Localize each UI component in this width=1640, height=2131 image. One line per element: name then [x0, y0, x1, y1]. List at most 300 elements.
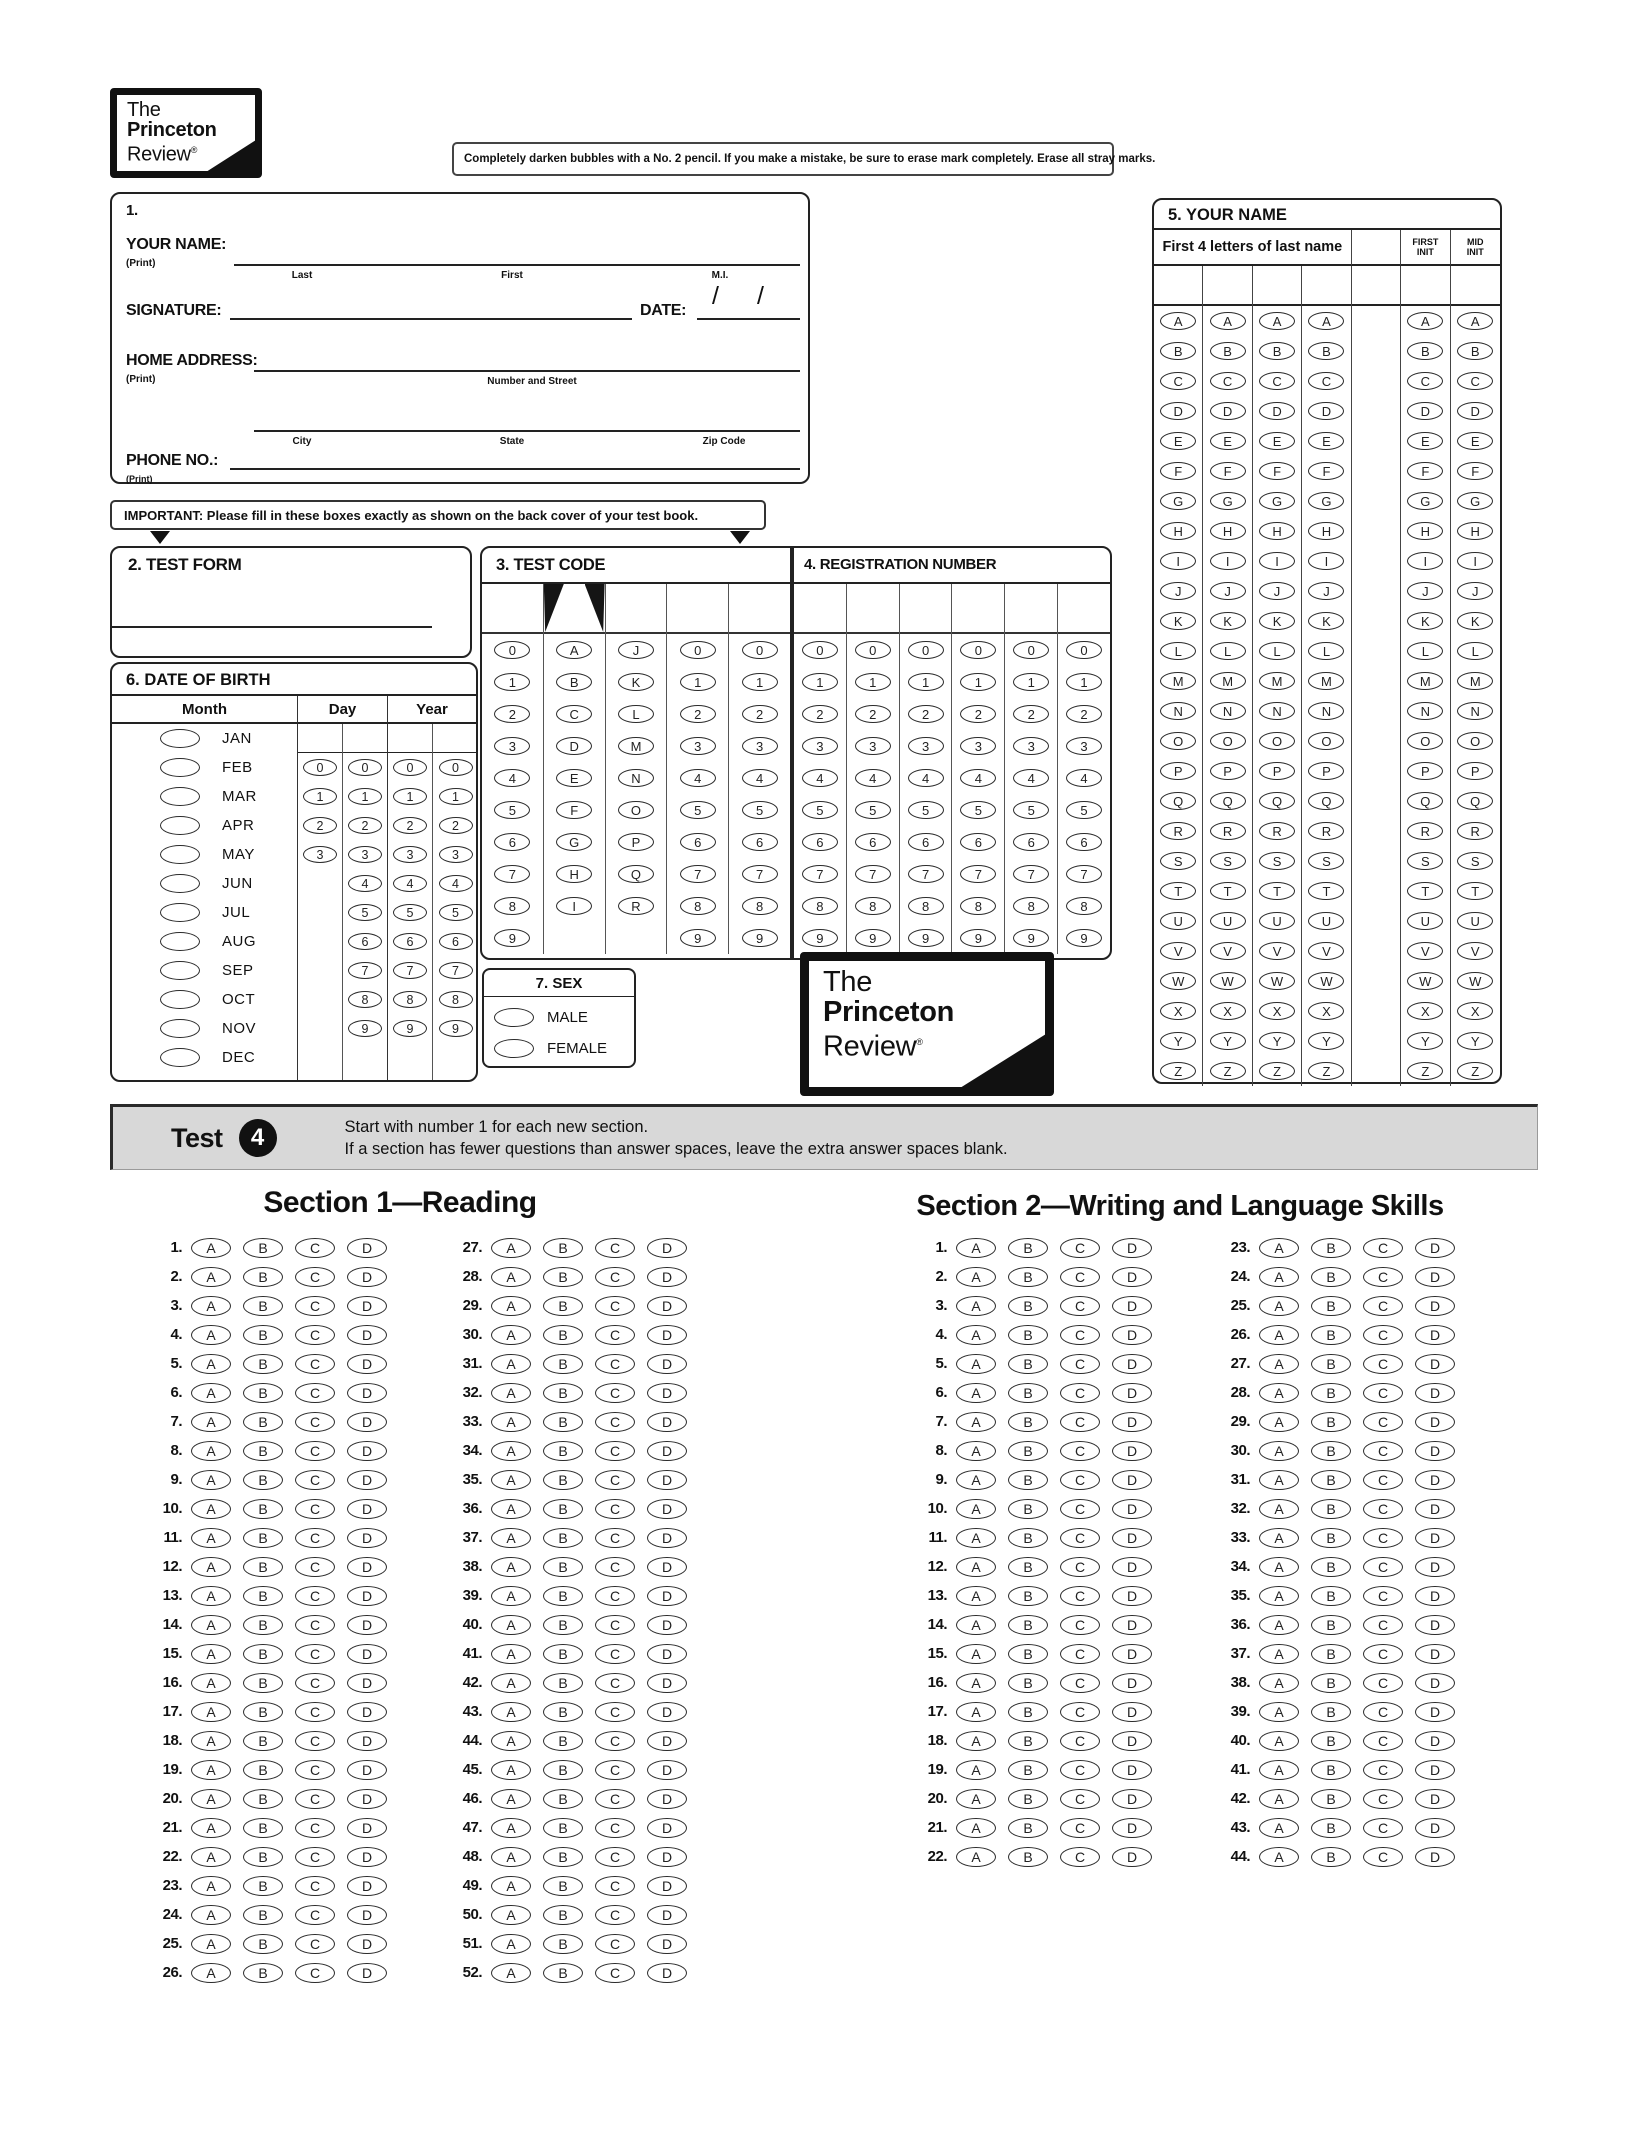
bubble-b[interactable]: B: [243, 1644, 283, 1664]
bubble-a[interactable]: A: [491, 1963, 531, 1983]
signature-write-line[interactable]: [230, 300, 632, 320]
bubble-d[interactable]: D: [347, 1673, 387, 1693]
bubble-1[interactable]: 1: [303, 788, 337, 805]
bubble-3[interactable]: 3: [303, 846, 337, 863]
write-in-cell[interactable]: [1253, 266, 1301, 306]
bubble-b[interactable]: B: [1311, 1818, 1351, 1838]
bubble-a[interactable]: A: [1259, 312, 1295, 330]
bubble-a[interactable]: A: [956, 1470, 996, 1490]
bubble-c[interactable]: C: [1363, 1644, 1403, 1664]
bubble-a[interactable]: A: [191, 1412, 231, 1432]
bubble-4[interactable]: 4: [439, 875, 473, 892]
bubble-g[interactable]: G: [556, 833, 592, 851]
bubble-d[interactable]: D: [1112, 1847, 1152, 1867]
bubble-d[interactable]: D: [347, 1238, 387, 1258]
bubble-w[interactable]: W: [1407, 972, 1443, 990]
bubble-8[interactable]: 8: [1066, 897, 1102, 915]
bubble-1[interactable]: 1: [960, 673, 996, 691]
bubble-g[interactable]: G: [1259, 492, 1295, 510]
bubble-c[interactable]: C: [295, 1818, 335, 1838]
bubble-8[interactable]: 8: [439, 991, 473, 1008]
bubble-3[interactable]: 3: [960, 737, 996, 755]
bubble-3[interactable]: 3: [1066, 737, 1102, 755]
bubble-b[interactable]: B: [243, 1731, 283, 1751]
bubble-r[interactable]: R: [1259, 822, 1295, 840]
bubble-c[interactable]: C: [1060, 1615, 1100, 1635]
bubble-7[interactable]: 7: [855, 865, 891, 883]
bubble-a[interactable]: A: [1259, 1731, 1299, 1751]
bubble-a[interactable]: A: [1457, 312, 1493, 330]
bubble-a[interactable]: A: [491, 1238, 531, 1258]
bubble-c[interactable]: C: [595, 1325, 635, 1345]
bubble-a[interactable]: A: [191, 1847, 231, 1867]
bubble-8[interactable]: 8: [855, 897, 891, 915]
bubble-c[interactable]: C: [595, 1296, 635, 1316]
bubble-d[interactable]: D: [347, 1760, 387, 1780]
bubble-2[interactable]: 2: [742, 705, 778, 723]
bubble-r[interactable]: R: [1457, 822, 1493, 840]
bubble-b[interactable]: B: [1008, 1731, 1048, 1751]
bubble-r[interactable]: R: [1407, 822, 1443, 840]
bubble-d[interactable]: D: [647, 1325, 687, 1345]
bubble-m[interactable]: M: [1308, 672, 1344, 690]
write-in-cell[interactable]: [1451, 266, 1500, 306]
bubble-a[interactable]: A: [491, 1847, 531, 1867]
bubble-a[interactable]: A: [956, 1818, 996, 1838]
bubble-c[interactable]: C: [1363, 1557, 1403, 1577]
bubble-a[interactable]: A: [191, 1296, 231, 1316]
bubble-u[interactable]: U: [1259, 912, 1295, 930]
bubble-d[interactable]: D: [347, 1412, 387, 1432]
bubble-c[interactable]: C: [595, 1586, 635, 1606]
write-in-cell[interactable]: [1203, 266, 1251, 306]
bubble-d[interactable]: D: [1415, 1412, 1455, 1432]
bubble-d[interactable]: D: [347, 1847, 387, 1867]
bubble-a[interactable]: A: [191, 1267, 231, 1287]
bubble-c[interactable]: C: [1308, 372, 1344, 390]
bubble-b[interactable]: B: [243, 1499, 283, 1519]
bubble-l[interactable]: L: [1457, 642, 1493, 660]
bubble-c[interactable]: C: [295, 1731, 335, 1751]
bubble-b[interactable]: B: [243, 1818, 283, 1838]
bubble-d[interactable]: D: [647, 1267, 687, 1287]
bubble-b[interactable]: B: [543, 1673, 583, 1693]
bubble-b[interactable]: B: [543, 1412, 583, 1432]
bubble-b[interactable]: B: [1311, 1325, 1351, 1345]
bubble-d[interactable]: D: [647, 1934, 687, 1954]
bubble-b[interactable]: B: [1311, 1412, 1351, 1432]
bubble-9[interactable]: 9: [908, 929, 944, 947]
bubble-b[interactable]: B: [243, 1557, 283, 1577]
bubble-e[interactable]: E: [1308, 432, 1344, 450]
bubble-2[interactable]: 2: [960, 705, 996, 723]
write-in-cell[interactable]: [952, 584, 1004, 634]
bubble-b[interactable]: B: [1311, 1470, 1351, 1490]
bubble-u[interactable]: U: [1457, 912, 1493, 930]
bubble-3[interactable]: 3: [348, 846, 382, 863]
test-form-write-line[interactable]: [112, 608, 432, 628]
bubble-d[interactable]: D: [1112, 1528, 1152, 1548]
bubble-9[interactable]: 9: [494, 929, 530, 947]
bubble-6[interactable]: 6: [908, 833, 944, 851]
bubble-o[interactable]: O: [1160, 732, 1196, 750]
bubble-c[interactable]: C: [1363, 1615, 1403, 1635]
bubble-0[interactable]: 0: [855, 641, 891, 659]
bubble-8[interactable]: 8: [1013, 897, 1049, 915]
bubble-d[interactable]: D: [347, 1325, 387, 1345]
write-in-cell[interactable]: [482, 584, 543, 634]
bubble-b[interactable]: B: [1311, 1557, 1351, 1577]
bubble-c[interactable]: C: [1060, 1644, 1100, 1664]
bubble-d[interactable]: D: [1415, 1238, 1455, 1258]
bubble-a[interactable]: A: [956, 1412, 996, 1432]
bubble-d[interactable]: D: [647, 1557, 687, 1577]
bubble-blank[interactable]: [160, 787, 200, 806]
bubble-b[interactable]: B: [1008, 1412, 1048, 1432]
bubble-d[interactable]: D: [647, 1586, 687, 1606]
bubble-n[interactable]: N: [1457, 702, 1493, 720]
bubble-a[interactable]: A: [191, 1325, 231, 1345]
bubble-7[interactable]: 7: [494, 865, 530, 883]
bubble-0[interactable]: 0: [742, 641, 778, 659]
bubble-3[interactable]: 3: [1013, 737, 1049, 755]
bubble-s[interactable]: S: [1407, 852, 1443, 870]
bubble-7[interactable]: 7: [439, 962, 473, 979]
bubble-6[interactable]: 6: [348, 933, 382, 950]
bubble-a[interactable]: A: [956, 1557, 996, 1577]
bubble-d[interactable]: D: [1112, 1499, 1152, 1519]
bubble-b[interactable]: B: [1008, 1528, 1048, 1548]
city-state-zip-write-line[interactable]: [254, 412, 800, 432]
bubble-b[interactable]: B: [1008, 1586, 1048, 1606]
bubble-4[interactable]: 4: [960, 769, 996, 787]
bubble-m[interactable]: M: [1259, 672, 1295, 690]
bubble-d[interactable]: D: [556, 737, 592, 755]
bubble-l[interactable]: L: [1308, 642, 1344, 660]
bubble-6[interactable]: 6: [960, 833, 996, 851]
bubble-a[interactable]: A: [956, 1731, 996, 1751]
bubble-l[interactable]: L: [1210, 642, 1246, 660]
bubble-b[interactable]: B: [243, 1267, 283, 1287]
bubble-c[interactable]: C: [1060, 1441, 1100, 1461]
bubble-a[interactable]: A: [956, 1615, 996, 1635]
bubble-d[interactable]: D: [1415, 1702, 1455, 1722]
bubble-b[interactable]: B: [543, 1905, 583, 1925]
bubble-d[interactable]: D: [1415, 1557, 1455, 1577]
bubble-7[interactable]: 7: [680, 865, 716, 883]
bubble-a[interactable]: A: [956, 1673, 996, 1693]
bubble-b[interactable]: B: [243, 1325, 283, 1345]
bubble-d[interactable]: D: [347, 1441, 387, 1461]
bubble-1[interactable]: 1: [1066, 673, 1102, 691]
bubble-b[interactable]: B: [243, 1383, 283, 1403]
bubble-2[interactable]: 2: [439, 817, 473, 834]
bubble-c[interactable]: C: [595, 1499, 635, 1519]
bubble-blank[interactable]: [494, 1039, 534, 1058]
bubble-5[interactable]: 5: [855, 801, 891, 819]
bubble-6[interactable]: 6: [393, 933, 427, 950]
bubble-5[interactable]: 5: [439, 904, 473, 921]
bubble-2[interactable]: 2: [1066, 705, 1102, 723]
bubble-6[interactable]: 6: [742, 833, 778, 851]
bubble-f[interactable]: F: [1210, 462, 1246, 480]
bubble-c[interactable]: C: [1363, 1528, 1403, 1548]
bubble-x[interactable]: X: [1160, 1002, 1196, 1020]
bubble-3[interactable]: 3: [802, 737, 838, 755]
bubble-d[interactable]: D: [347, 1934, 387, 1954]
bubble-b[interactable]: B: [543, 1615, 583, 1635]
bubble-d[interactable]: D: [347, 1296, 387, 1316]
bubble-d[interactable]: D: [647, 1383, 687, 1403]
bubble-b[interactable]: B: [243, 1673, 283, 1693]
bubble-c[interactable]: C: [1363, 1499, 1403, 1519]
name-write-line[interactable]: [234, 246, 800, 266]
bubble-c[interactable]: C: [1363, 1441, 1403, 1461]
bubble-b[interactable]: B: [1311, 1731, 1351, 1751]
bubble-d[interactable]: D: [647, 1441, 687, 1461]
bubble-c[interactable]: C: [1363, 1760, 1403, 1780]
bubble-a[interactable]: A: [956, 1499, 996, 1519]
bubble-e[interactable]: E: [1160, 432, 1196, 450]
bubble-c[interactable]: C: [295, 1528, 335, 1548]
bubble-z[interactable]: Z: [1407, 1062, 1443, 1080]
bubble-d[interactable]: D: [1112, 1296, 1152, 1316]
bubble-b[interactable]: B: [1311, 1528, 1351, 1548]
write-in-cell[interactable]: [1005, 584, 1057, 634]
address-write-line[interactable]: [254, 352, 800, 372]
bubble-d[interactable]: D: [647, 1673, 687, 1693]
bubble-b[interactable]: B: [243, 1586, 283, 1606]
bubble-a[interactable]: A: [191, 1789, 231, 1809]
bubble-b[interactable]: B: [1311, 1499, 1351, 1519]
bubble-blank[interactable]: [160, 874, 200, 893]
bubble-a[interactable]: A: [191, 1963, 231, 1983]
bubble-b[interactable]: B: [543, 1499, 583, 1519]
bubble-c[interactable]: C: [1363, 1789, 1403, 1809]
bubble-d[interactable]: D: [1415, 1818, 1455, 1838]
bubble-r[interactable]: R: [1160, 822, 1196, 840]
bubble-4[interactable]: 4: [494, 769, 530, 787]
bubble-b[interactable]: B: [243, 1905, 283, 1925]
bubble-d[interactable]: D: [1415, 1528, 1455, 1548]
bubble-5[interactable]: 5: [1013, 801, 1049, 819]
bubble-a[interactable]: A: [491, 1818, 531, 1838]
bubble-b[interactable]: B: [543, 1818, 583, 1838]
bubble-k[interactable]: K: [618, 673, 654, 691]
bubble-s[interactable]: S: [1308, 852, 1344, 870]
bubble-d[interactable]: D: [347, 1731, 387, 1751]
bubble-blank[interactable]: [160, 758, 200, 777]
bubble-b[interactable]: B: [1259, 342, 1295, 360]
bubble-c[interactable]: C: [595, 1818, 635, 1838]
bubble-a[interactable]: A: [191, 1934, 231, 1954]
bubble-d[interactable]: D: [647, 1615, 687, 1635]
bubble-5[interactable]: 5: [960, 801, 996, 819]
bubble-v[interactable]: V: [1259, 942, 1295, 960]
bubble-b[interactable]: B: [243, 1441, 283, 1461]
bubble-f[interactable]: F: [1160, 462, 1196, 480]
bubble-8[interactable]: 8: [960, 897, 996, 915]
bubble-5[interactable]: 5: [348, 904, 382, 921]
bubble-d[interactable]: D: [647, 1238, 687, 1258]
bubble-b[interactable]: B: [543, 1702, 583, 1722]
bubble-c[interactable]: C: [1363, 1586, 1403, 1606]
write-in-cell[interactable]: [1058, 584, 1110, 634]
bubble-7[interactable]: 7: [393, 962, 427, 979]
bubble-b[interactable]: B: [1008, 1441, 1048, 1461]
bubble-a[interactable]: A: [556, 641, 592, 659]
bubble-u[interactable]: U: [1407, 912, 1443, 930]
bubble-a[interactable]: A: [956, 1644, 996, 1664]
bubble-8[interactable]: 8: [393, 991, 427, 1008]
bubble-j[interactable]: J: [1457, 582, 1493, 600]
bubble-r[interactable]: R: [618, 897, 654, 915]
bubble-b[interactable]: B: [243, 1615, 283, 1635]
bubble-b[interactable]: B: [243, 1412, 283, 1432]
bubble-a[interactable]: A: [956, 1267, 996, 1287]
bubble-b[interactable]: B: [1311, 1296, 1351, 1316]
bubble-z[interactable]: Z: [1259, 1062, 1295, 1080]
bubble-c[interactable]: C: [295, 1499, 335, 1519]
bubble-b[interactable]: B: [543, 1557, 583, 1577]
bubble-d[interactable]: D: [347, 1644, 387, 1664]
bubble-z[interactable]: Z: [1457, 1062, 1493, 1080]
bubble-a[interactable]: A: [1259, 1470, 1299, 1490]
bubble-c[interactable]: C: [295, 1644, 335, 1664]
bubble-a[interactable]: A: [956, 1528, 996, 1548]
bubble-b[interactable]: B: [543, 1963, 583, 1983]
bubble-a[interactable]: A: [191, 1644, 231, 1664]
bubble-b[interactable]: B: [543, 1470, 583, 1490]
bubble-a[interactable]: A: [191, 1586, 231, 1606]
bubble-a[interactable]: A: [491, 1644, 531, 1664]
bubble-s[interactable]: S: [1457, 852, 1493, 870]
bubble-d[interactable]: D: [347, 1789, 387, 1809]
bubble-4[interactable]: 4: [393, 875, 427, 892]
bubble-a[interactable]: A: [1407, 312, 1443, 330]
bubble-a[interactable]: A: [1259, 1644, 1299, 1664]
bubble-b[interactable]: B: [1311, 1586, 1351, 1606]
bubble-a[interactable]: A: [191, 1441, 231, 1461]
bubble-b[interactable]: B: [556, 673, 592, 691]
bubble-0[interactable]: 0: [802, 641, 838, 659]
bubble-g[interactable]: G: [1308, 492, 1344, 510]
bubble-c[interactable]: C: [1160, 372, 1196, 390]
write-in-cell[interactable]: [847, 584, 899, 634]
bubble-c[interactable]: C: [595, 1238, 635, 1258]
bubble-a[interactable]: A: [956, 1760, 996, 1780]
bubble-d[interactable]: D: [1415, 1325, 1455, 1345]
bubble-a[interactable]: A: [191, 1876, 231, 1896]
bubble-1[interactable]: 1: [494, 673, 530, 691]
bubble-0[interactable]: 0: [303, 759, 337, 776]
bubble-b[interactable]: B: [1008, 1325, 1048, 1345]
bubble-3[interactable]: 3: [742, 737, 778, 755]
bubble-c[interactable]: C: [1060, 1789, 1100, 1809]
bubble-d[interactable]: D: [647, 1731, 687, 1751]
bubble-d[interactable]: D: [1112, 1818, 1152, 1838]
bubble-4[interactable]: 4: [1013, 769, 1049, 787]
bubble-j[interactable]: J: [1407, 582, 1443, 600]
bubble-d[interactable]: D: [647, 1789, 687, 1809]
bubble-b[interactable]: B: [543, 1876, 583, 1896]
bubble-v[interactable]: V: [1308, 942, 1344, 960]
bubble-0[interactable]: 0: [393, 759, 427, 776]
bubble-i[interactable]: I: [1407, 552, 1443, 570]
bubble-i[interactable]: I: [1259, 552, 1295, 570]
bubble-d[interactable]: D: [347, 1557, 387, 1577]
bubble-a[interactable]: A: [956, 1238, 996, 1258]
bubble-0[interactable]: 0: [439, 759, 473, 776]
bubble-4[interactable]: 4: [1066, 769, 1102, 787]
bubble-u[interactable]: U: [1210, 912, 1246, 930]
bubble-a[interactable]: A: [491, 1383, 531, 1403]
bubble-i[interactable]: I: [1160, 552, 1196, 570]
bubble-b[interactable]: B: [1311, 1847, 1351, 1867]
bubble-d[interactable]: D: [1415, 1789, 1455, 1809]
bubble-c[interactable]: C: [595, 1673, 635, 1693]
bubble-d[interactable]: D: [1415, 1673, 1455, 1693]
bubble-p[interactable]: P: [1457, 762, 1493, 780]
bubble-a[interactable]: A: [191, 1383, 231, 1403]
bubble-2[interactable]: 2: [303, 817, 337, 834]
bubble-c[interactable]: C: [295, 1586, 335, 1606]
bubble-d[interactable]: D: [1112, 1760, 1152, 1780]
bubble-f[interactable]: F: [1308, 462, 1344, 480]
bubble-c[interactable]: C: [1060, 1296, 1100, 1316]
bubble-c[interactable]: C: [595, 1905, 635, 1925]
bubble-a[interactable]: A: [491, 1441, 531, 1461]
write-in-cell[interactable]: [1401, 266, 1449, 306]
bubble-6[interactable]: 6: [1066, 833, 1102, 851]
bubble-w[interactable]: W: [1160, 972, 1196, 990]
bubble-b[interactable]: B: [243, 1354, 283, 1374]
bubble-7[interactable]: 7: [348, 962, 382, 979]
bubble-b[interactable]: B: [543, 1528, 583, 1548]
bubble-9[interactable]: 9: [742, 929, 778, 947]
bubble-s[interactable]: S: [1259, 852, 1295, 870]
bubble-s[interactable]: S: [1210, 852, 1246, 870]
bubble-c[interactable]: C: [295, 1760, 335, 1780]
bubble-b[interactable]: B: [1160, 342, 1196, 360]
bubble-k[interactable]: K: [1457, 612, 1493, 630]
bubble-b[interactable]: B: [1008, 1760, 1048, 1780]
bubble-0[interactable]: 0: [908, 641, 944, 659]
bubble-9[interactable]: 9: [393, 1020, 427, 1037]
bubble-a[interactable]: A: [191, 1905, 231, 1925]
bubble-q[interactable]: Q: [1407, 792, 1443, 810]
bubble-o[interactable]: O: [1308, 732, 1344, 750]
bubble-a[interactable]: A: [956, 1702, 996, 1722]
bubble-c[interactable]: C: [595, 1470, 635, 1490]
bubble-d[interactable]: D: [1112, 1702, 1152, 1722]
bubble-d[interactable]: D: [1112, 1267, 1152, 1287]
write-in-cell[interactable]: [794, 584, 846, 634]
bubble-b[interactable]: B: [243, 1296, 283, 1316]
bubble-9[interactable]: 9: [1066, 929, 1102, 947]
bubble-b[interactable]: B: [543, 1760, 583, 1780]
bubble-d[interactable]: D: [1112, 1557, 1152, 1577]
bubble-c[interactable]: C: [295, 1267, 335, 1287]
bubble-q[interactable]: Q: [1308, 792, 1344, 810]
bubble-c[interactable]: C: [295, 1296, 335, 1316]
bubble-c[interactable]: C: [595, 1441, 635, 1461]
bubble-9[interactable]: 9: [855, 929, 891, 947]
bubble-b[interactable]: B: [243, 1876, 283, 1896]
bubble-3[interactable]: 3: [494, 737, 530, 755]
bubble-i[interactable]: I: [1457, 552, 1493, 570]
bubble-p[interactable]: P: [1210, 762, 1246, 780]
